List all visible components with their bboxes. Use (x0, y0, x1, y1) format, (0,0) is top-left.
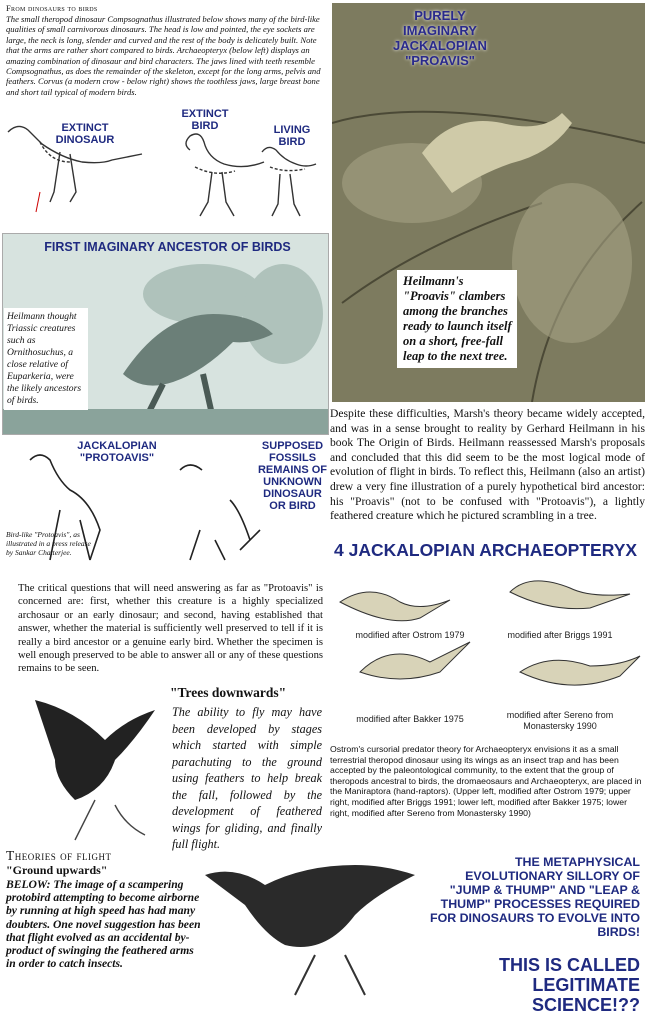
arch-caption-4: modified after Sereno from Monastersky 1990 (506, 710, 614, 731)
theories-subheading: "Ground upwards" (6, 863, 108, 877)
gliding-creature-drawing (15, 680, 175, 845)
proavis-title: PURELY IMAGINARY JACKALOPIAN "PROAVIS" (393, 8, 487, 68)
archaeopteryx-text: Ostrom's cursorial predator theory for Archaeopteryx envisions it as a small terrestrial theropod dinosaur using its wings as an insect trap and has been accepted by the paleontological community, to the extent that the group of theropods ancestral to birds, the dromaeosaurs and Archaeopteryx, are placed in the Maniraptora (hand-raptors). (Upper left, modified after Ostrom 1979; upper right, modified after Briggs 1991; lower left, modified after Bakker 1975; lower right, modified after Sereno from Monastersky 1990) (330, 744, 642, 818)
theories-heading: Theories of flight (6, 848, 112, 863)
label-living-bird: LIVING BIRD (273, 124, 311, 148)
label-extinct-dinosaur: EXTINCT DINOSAUR (55, 122, 115, 146)
first-ancestor-title: FIRST IMAGINARY ANCESTOR OF BIRDS (44, 240, 291, 254)
intro-heading: From dinosaurs to birds (6, 3, 98, 13)
critical-questions-text: The critical questions that will need answering as far as "Protoavis" is concerned are: first, whether this creature is a highly specialized archosaur or an early dinosaur; and second, having established that answer, whether the material is sufficiently well preserved to tell if it is really a bird ancestor or a genuine early bird. Whether the specimen is well enough preserved to be able to answer all or any of these questions remains to be seen. (18, 583, 323, 675)
label-extinct-bird: EXTINCT BIRD (181, 108, 229, 132)
label-jackalopian-protoavis: JACKALOPIAN "PROTOAVIS" (77, 440, 157, 464)
conclusion-text-1: THE METAPHYSICAL EVOLUTIONARY SILLORY OF "JUMP & THUMP" AND "LEAP & THUMP" PROCESSES REQUIRED FOR DINOSAURS TO EVOLVE INTO BIRDS! (430, 855, 640, 939)
arch-caption-2: modified after Briggs 1991 (507, 630, 613, 640)
trees-downwards-illustration (15, 680, 175, 845)
trees-downwards-text: The ability to fly may have been developed by stages which started with simple parachuting to the ground using feathers to help break the fall, followed by the development of feathered wings for gliding, and finally full flight. (172, 705, 322, 851)
arch-caption-1: modified after Ostrom 1979 (355, 630, 465, 640)
trees-downwards-title: "Trees downwards" (170, 685, 287, 700)
first-ancestor-caption: Heilmann thought Triassic creatures such as Ornithosuchus, a close relative of Euparkeria, were the likely ancestors of birds. (4, 308, 88, 410)
archaeopteryx-heading: 4 JACKALOPIAN ARCHAEOPTERYX (334, 540, 638, 560)
marsh-text: Despite these difficulties, Marsh's theory became widely accepted, and was in a sense brought to reality by Gerhard Heilmann in his book The Origin of Birds. Heilmann reassessed Marsh's proposals and concluded that this did seem to be the most logical mode of evolution of flight in birds. To reflect this, Heilmann (also an artist) drew a very fine illustration of a purely hypothetical bird ancestor: his "Proavis" (not to be confused with "Protoavis"), a lightly feathered creature which he pictured scrambling in a tree. (330, 407, 645, 523)
label-supposed-fossils: SUPPOSED FOSSILS REMAINS OF UNKNOWN DINOSAUR OR BIRD (257, 440, 328, 512)
protoavis-small-caption: Bird-like "Protoavis", as illustrated in a press release by Sankar Chatterjee. (6, 530, 91, 557)
protobird-drawing (195, 835, 435, 1000)
arch-caption-3: modified after Bakker 1975 (356, 714, 464, 724)
protobird-illustration (195, 835, 435, 1000)
proavis-caption: Heilmann's "Proavis" clambers among the branches ready to launch itself on a short, free-fall leap to the next tree. (397, 270, 517, 368)
conclusion-text-2: THIS IS CALLED LEGITIMATE SCIENCE!?? (498, 955, 640, 1015)
intro-text: The small theropod dinosaur Compsognathus illustrated below shows many of the bird-like qualities of small carnivorous dinosaurs. The head is low and pointed, the eye sockets are large, the neck is long, slender and curved and the rest of the body is delicately built. Note that the arms are rather short compared to birds. Archaeopteryx (below left) displays an amazing combination of dinosaur and bird characters. The jaws lined with teeth resemble Compsognathus, as does the remainder of the skeleton, except for the long arms, pelvis and feathers. Corvus (a modern crow - below right) shows the toothless jaws, large breast bone and short tail typical of modern birds. (6, 14, 321, 97)
theories-text: BELOW: The image of a scampering protobird attempting to become airborne by running at high speed has had many doubters. One novel suggestion has been that flight evolved as an accidental by-product of swinging the feathered arms in order to catch insects. (6, 878, 201, 971)
